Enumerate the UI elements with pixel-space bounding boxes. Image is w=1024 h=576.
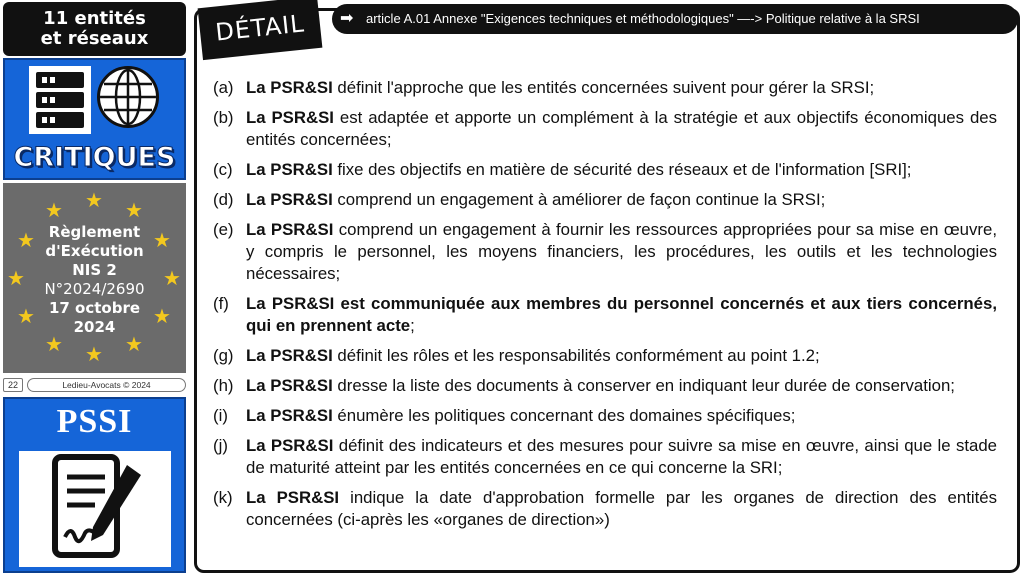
- item-subject: La PSR&SI: [246, 376, 333, 395]
- item-text: dresse la liste des documents à conserver en indiquant leur durée de conservation;: [332, 376, 955, 395]
- eu-line: d'Exécution: [45, 242, 144, 260]
- item-label: (h): [213, 376, 234, 395]
- critiques-panel: [3, 58, 186, 180]
- eu-line: Règlement: [48, 223, 141, 241]
- item-text: définit des indicateurs et des mesures pour suivre sa mise en œuvre, ainsi que le stade de maturité atteint par les entités concernées en ce qui concerne la SRI;: [246, 436, 997, 477]
- list-item: [213, 487, 997, 531]
- main-content: [190, 0, 1024, 576]
- eu-regulation-panel: [3, 183, 186, 373]
- item-label: (i): [213, 406, 228, 425]
- list-item: [213, 345, 997, 367]
- item-label: (c): [213, 160, 233, 179]
- critiques-label: CRITIQUES: [13, 142, 176, 173]
- item-label: (g): [213, 346, 234, 365]
- item-label: (k): [213, 488, 233, 507]
- list-item: [213, 375, 997, 397]
- sector-title-line1: 11 entités: [43, 8, 146, 29]
- item-label: (a): [213, 78, 234, 97]
- list-item: [213, 189, 997, 211]
- star-icon: ★: [125, 200, 143, 222]
- item-text: définit l'approche que les entités concernées suivent pour gérer la SRSI;: [332, 78, 875, 97]
- left-sidebar: [0, 0, 190, 576]
- star-icon: ★: [85, 190, 103, 212]
- item-label: (f): [213, 294, 229, 313]
- star-icon: ★: [85, 344, 103, 366]
- page-number: 22: [3, 378, 23, 392]
- item-label: (d): [213, 190, 234, 209]
- star-icon: ★: [153, 230, 171, 252]
- star-icon: ★: [153, 306, 171, 328]
- item-text: énumère les politiques concernant des domaines spécifiques;: [332, 406, 796, 425]
- item-subject: La PSR&SI: [246, 160, 333, 179]
- detail-badge: DÉTAIL: [198, 0, 323, 60]
- item-subject: La PSR&SI: [246, 78, 333, 97]
- list-item: [213, 293, 997, 337]
- item-label: (b): [213, 108, 234, 127]
- credit-label: Ledieu-Avocats © 2024: [27, 378, 186, 392]
- right-arrow-icon: ➡: [340, 10, 354, 27]
- eu-line: 2024: [73, 318, 116, 336]
- item-text: définit les rôles et les responsabilités conformément au point 1.2;: [332, 346, 820, 365]
- slide-footer: [3, 376, 186, 394]
- globe-icon: [97, 66, 159, 128]
- item-subject: La PSR&SI: [246, 406, 333, 425]
- breadcrumb-header: [332, 4, 1018, 34]
- item-text: fixe des objectifs en matière de sécurité des réseaux et de l'information [SRI];: [332, 160, 912, 179]
- requirements-list: [213, 77, 997, 539]
- eu-regulation-text: [3, 223, 186, 337]
- star-icon: ★: [45, 334, 63, 356]
- eu-line: NIS 2: [72, 261, 117, 279]
- item-subject: La PSR&SI: [246, 108, 334, 127]
- item-subject: La PSR&SI: [246, 220, 334, 239]
- pssi-label: PSSI: [56, 403, 133, 440]
- pssi-panel: [3, 397, 186, 573]
- item-label: (j): [213, 436, 228, 455]
- breadcrumb: article A.01 Annexe "Exigences techniques et méthodologiques" —-> Politique relative à la SRSI: [366, 11, 920, 26]
- item-text: comprend un engagement à améliorer de façon continue la SRSI;: [332, 190, 826, 209]
- list-item: [213, 77, 997, 99]
- eu-line: 17 octobre: [48, 299, 141, 317]
- item-text: comprend un engagement à fournir les ressources appropriées pour sa mise en œuvre, y compris le personnel, les moyens financiers, les procédures, les outils et les technologies nécessaires;: [246, 220, 997, 283]
- star-icon: ★: [17, 306, 35, 328]
- list-item: [213, 405, 997, 427]
- star-icon: ★: [7, 268, 25, 290]
- list-item: [213, 107, 997, 151]
- item-subject: La PSR&SI: [246, 436, 334, 455]
- star-icon: ★: [125, 334, 143, 356]
- list-item: [213, 219, 997, 285]
- content-frame: [194, 8, 1020, 573]
- eu-line: N°2024/2690: [44, 280, 145, 298]
- item-subject: La PSR&SI: [246, 488, 340, 507]
- item-subject: La PSR&SI: [246, 190, 333, 209]
- item-text: indique la date d'approbation formelle par les organes de direction des entités concernées (ci-après les «organes de direction»): [246, 488, 997, 529]
- sector-title: [3, 2, 186, 56]
- list-item: [213, 159, 997, 181]
- sector-title-line2: et réseaux: [40, 28, 149, 49]
- item-subject: La PSR&SI: [246, 346, 333, 365]
- item-text: est adaptée et apporte un complément à la stratégie et aux objectifs économiques des entités concernées;: [246, 108, 998, 149]
- item-subject: La PSR&SI est communiquée aux membres du personnel concernés et aux tiers concernés, qui en prennent acte: [246, 294, 997, 335]
- star-icon: ★: [17, 230, 35, 252]
- item-label: (e): [213, 220, 234, 239]
- item-text: ;: [410, 316, 415, 335]
- server-icon: [29, 66, 91, 134]
- star-icon: ★: [163, 268, 181, 290]
- list-item: [213, 435, 997, 479]
- star-icon: ★: [45, 200, 63, 222]
- document-signature-icon: [19, 451, 171, 567]
